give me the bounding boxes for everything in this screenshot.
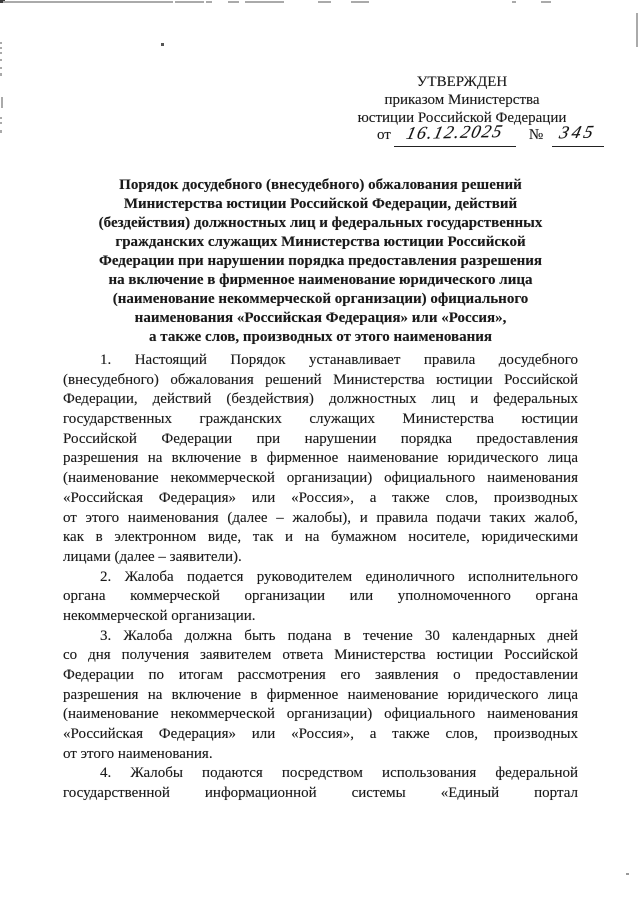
scan-artifact-left-edge — [0, 73, 2, 76]
scan-artifact-left-edge — [0, 59, 2, 61]
approval-line-ministry: юстиции Российской Федерации — [357, 110, 567, 126]
body-text-line: государственной информационной системы «Единый портал — [63, 785, 578, 802]
scan-artifact-left-edge — [0, 42, 2, 44]
body-text-line: «Российская Федерация» или «Россия», а также слов, производных — [63, 489, 578, 506]
scan-artifact-topline — [541, 1, 551, 3]
body-text-line: 2. Жалоба подается руководителем единоличного исполнительного — [100, 568, 578, 585]
scan-artifact-topline — [512, 1, 516, 3]
scan-artifact-topline — [206, 1, 212, 3]
scan-artifact-right-edge — [636, 13, 638, 47]
body-text-line: 3. Жалоба должна быть подана в течение 30 календарных дней — [100, 627, 578, 644]
paragraph-1 — [63, 351, 578, 568]
title-line: Министерства юстиции Российской Федерации, действий — [123, 196, 518, 212]
approval-line-approved: УТВЕРЖДЕН — [416, 74, 508, 90]
scan-artifact-left-edge — [0, 67, 2, 69]
scan-artifact-left-edge — [0, 52, 2, 54]
date-underline — [394, 120, 516, 147]
scan-artifact-topline — [228, 1, 239, 3]
approval-line-order: приказом Министерства — [384, 92, 540, 108]
body-text-line: разрешения на включение в фирменное наименование юридического лица — [63, 686, 578, 703]
body-text-line: (наименование некоммерческой организации) официального наименования — [63, 706, 578, 723]
body-text-line: 4. Жалобы подаются посредством использования федеральной — [100, 765, 578, 782]
title-line: (наименование некоммерческой организации) официального — [112, 291, 529, 307]
scan-artifact-left-edge — [0, 117, 2, 119]
paragraph-3 — [63, 627, 578, 765]
title-line: Федерации при нарушении порядка предоставления разрешения — [98, 253, 543, 269]
body-text-line: Федерации, действий (бездействия) должностных лиц и федеральных — [63, 391, 578, 408]
body-text-line: от этого наименования. — [63, 745, 213, 762]
document-body — [63, 351, 578, 804]
document-title — [63, 176, 578, 347]
scan-artifact-topline — [175, 1, 204, 3]
scan-artifact-left-edge — [0, 130, 2, 133]
paragraph-4 — [63, 764, 578, 803]
scan-artifact-bottom-speck — [626, 873, 629, 875]
scan-artifact-left-edge — [0, 122, 2, 124]
paragraph-2 — [63, 568, 578, 627]
number-sign-label: № — [528, 127, 544, 143]
title-line: Порядок досудебного (внесудебного) обжалования решений — [119, 177, 522, 193]
date-prefix-label: от — [377, 127, 391, 143]
title-line: на включение в фирменное наименование юридического лица — [108, 272, 533, 288]
number-underline — [552, 121, 604, 147]
scan-artifact-left-edge — [0, 47, 2, 49]
body-text-line: Российской Федерации при нарушении порядка предоставления — [63, 430, 578, 447]
body-text-line: от этого наименования (далее – жалобы), и правила подачи таких жалоб, — [63, 509, 578, 526]
body-text-line: (наименование некоммерческой организации) официального наименования — [63, 470, 578, 487]
body-text-line: со дня получения заявителем ответа Министерства юстиции Российской — [63, 647, 578, 664]
title-line: (бездействия) должностных лиц и федеральных государственных — [98, 215, 543, 231]
body-text-line: государственных гражданских служащих Министерства юстиции — [63, 411, 578, 428]
body-text-line: лицами (далее – заявители). — [63, 548, 242, 565]
body-text-line: органа коммерческой организации или уполномоченного органа — [63, 588, 578, 605]
body-text-line: разрешения на включение в фирменное наименование юридического лица — [63, 450, 578, 467]
approval-date-number-line — [377, 120, 617, 147]
scan-artifact-topline — [318, 1, 331, 3]
handwritten-date: 16.12.2025 — [404, 120, 506, 144]
body-text-line: (внесудебного) обжалования решений Министерства юстиции Российской — [63, 371, 578, 388]
title-line: гражданских служащих Министерства юстиции Российской — [115, 234, 526, 250]
scan-artifact-left-edge — [1, 97, 3, 108]
scan-artifact-topline — [245, 1, 284, 3]
approval-block — [352, 73, 572, 127]
body-text-line: 1. Настоящий Порядок устанавливает правила досудебного — [100, 352, 578, 368]
handwritten-number: 345 — [557, 121, 599, 143]
body-text-line: «Российская Федерация» или «Россия», а также слов, производных — [63, 726, 578, 743]
scan-artifact-topline — [351, 1, 369, 3]
title-line: а также слов, производных от этого наименования — [149, 329, 492, 345]
scan-artifact-ink-speck — [161, 43, 164, 46]
title-line: наименования «Российская Федерация» или «Россия», — [134, 310, 507, 326]
body-text-line: как в электронном виде, так и на бумажном носителе, юридическими — [63, 529, 578, 546]
body-text-line: Федерации по итогам рассмотрения его заявления о предоставлении — [63, 667, 578, 683]
body-text-line: некоммерческой организации. — [63, 607, 256, 624]
scan-artifact-topline — [3, 1, 173, 3]
